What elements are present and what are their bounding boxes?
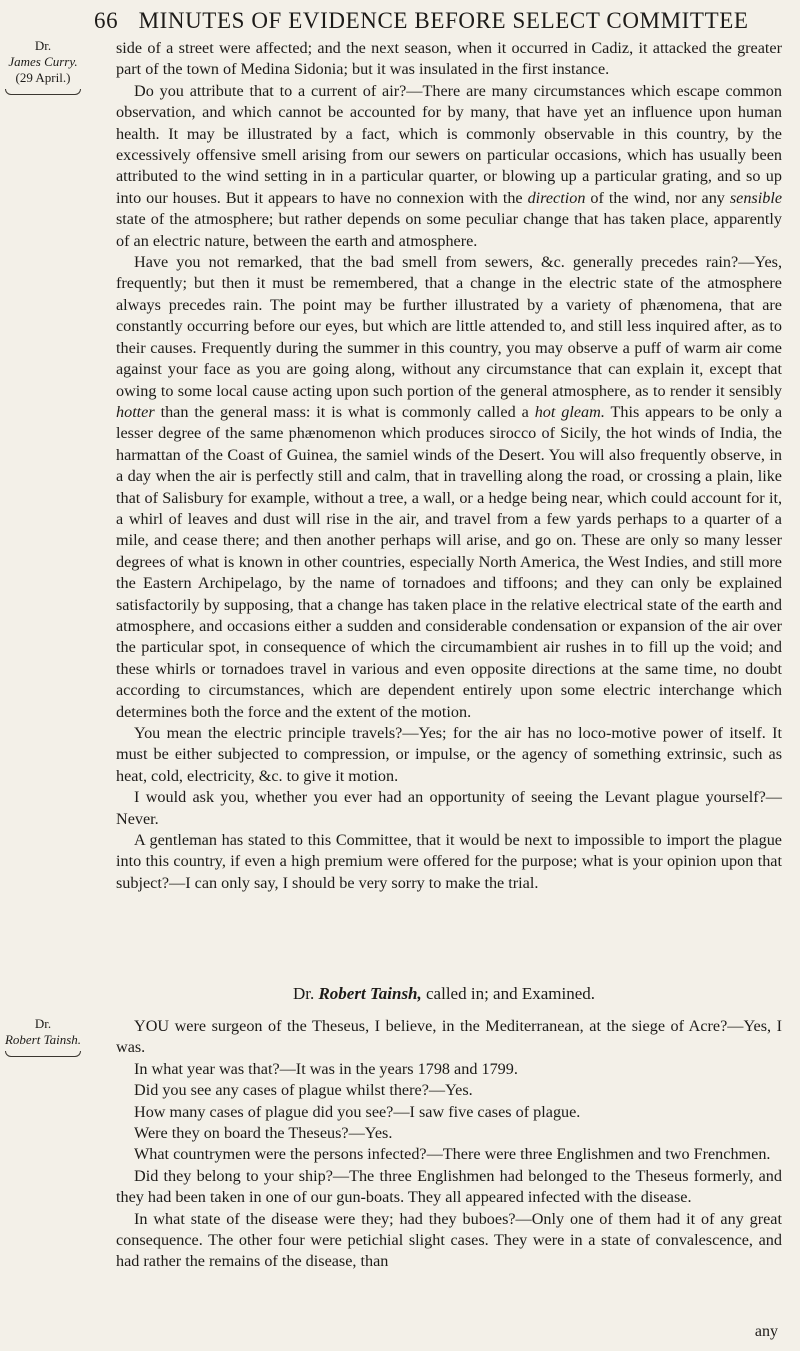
page-number: 66 <box>94 8 119 33</box>
paragraph: YOU were surgeon of the Theseus, I believe, in the Mediterranean, at the siege of Acre?—Yes, I was. <box>116 1017 782 1057</box>
margin-note-witness-name: Robert Tainsh. <box>4 1032 82 1047</box>
margin-note-witness-name: James Curry. <box>8 54 78 69</box>
paragraph: side of a street were affected; and the next season, when it occurred in Cadiz, it attacked the greater part of the town of Medina Sidonia; but it was insulated in the first instance. <box>116 39 782 79</box>
margin-note-title: Dr. <box>34 38 52 53</box>
witness-name: Robert Tainsh, <box>318 984 422 1003</box>
margin-note-title: Dr. <box>34 1016 52 1031</box>
paragraph: In what state of the disease were they; had they buboes?—Only one of them had it of any great consequence. The other four were petichial slight cases. They were in a state of convalescence, and had rather the remains of the disease, than <box>116 1209 782 1271</box>
paragraph: In what year was that?—It was in the years 1798 and 1799. <box>134 1059 518 1078</box>
paragraph: Did they belong to your ship?—The three Englishmen had belonged to the Theseus formerly, and they had been taken in one of our gun-boats. They all appeared infected with the disease. <box>116 1166 782 1207</box>
margin-note-date: (29 April.) <box>15 70 71 85</box>
catchword: any <box>754 1323 778 1340</box>
evidence-text-curry <box>116 38 782 894</box>
margin-brace <box>5 1051 81 1057</box>
paragraph: Have you not remarked, that the bad smell from sewers, &c. generally precedes rain?—Yes, frequently; but then it must be remembered, that a change in the electric state of the atmosphere always precedes rain. The point may be further illustrated by a variety of phænomena, that are constantly occurring before our eyes, but which are little attended to, and still less inquired after, as to their causes. Frequently during the summer in this country, you may observe a puff of warm air come against your face as you are going along, without any circumstance that can explain it, except that owing to some local cause acting upon such portion of the general atmosphere, as to render it sensibly hotter than the general mass: it is what is commonly called a hot gleam. This appears to be only a lesser degree of the same phænomenon which produces sirocco of Sicily, the hot winds of India, the harmattan of the Coast of Guinea, the samiel winds of the Desert. You will also frequently observe, in a day when the air is perfectly still and calm, that in travelling along the road, or crossing a plain, like that of Salisbury for example, without a tree, a wall, or a hedge being near, which could account for it, a whirl of leaves and dust will rise in the air, and travel from a few yards perhaps to a quarter of a mile, and cease there; and then another perhaps will arise, and go on. These are only so many lesser degrees of what is known in other countries, especially North America, the West Indies, and still more the Eastern Archipelago, by the name of tornadoes and tiffoons; and they can only be explained satisfactorily by supposing, that a change has taken place in the relative electrical state of the earth and atmosphere, and occasions either a sudden and considerable condensation or expansion of the air over the particular spot, in consequence of which the circumambient air rushes in to fill up the void; and these whirls or tornadoes travel in various and even opposite directions at the same time, no doubt according to circumstances, which are dependent entirely upon some electric interchange which determines both the force and the extent of the motion. <box>116 253 783 721</box>
margin-note-curry <box>0 38 86 95</box>
paragraph: How many cases of plague did you see?—I saw five cases of plague. <box>134 1102 581 1121</box>
paragraph: Did you see any cases of plague whilst there?—Yes. <box>134 1081 473 1100</box>
margin-brace <box>5 89 81 95</box>
running-title: MINUTES OF EVIDENCE BEFORE SELECT COMMITTEE <box>138 8 749 33</box>
paragraph: Do you attribute that to a current of air?—There are many circumstances which escape common observation, and which cannot be accounted for by many, that have yet an influence upon human health. It may be illustrated by a fact, which is commonly observable in this country, by the excessively offensive smell arising from our sewers on particular occasions, which has usually been attributed to the wind setting in in a particular quarter, or blowing up a particular grating, and so up into our houses. But it appears to have no connexion with the direction of the wind, nor any sensible state of the atmosphere; but rather depends on some peculiar change that has taken place, apparently of an electric nature, between the earth and atmosphere. <box>116 81 783 250</box>
witness-heading: Dr. Robert Tainsh, called in; and Examined. <box>292 984 596 1003</box>
margin-note-tainsh <box>0 1016 86 1057</box>
paragraph: You mean the electric principle travels?—Yes; for the air has no loco-motive power of itself. It must be either subjected to compression, or impulse, or the agency of something extrinsic, such as heat, cold, electricity, &c. to give it motion. <box>116 724 782 785</box>
paragraph: Were they on board the Theseus?—Yes. <box>134 1124 393 1143</box>
paragraph: I would ask you, whether you ever had an opportunity of seeing the Levant plague yourself?—Never. <box>116 788 782 828</box>
evidence-text-tainsh <box>116 1016 782 1273</box>
paragraph: What countrymen were the persons infected?—There were three Englishmen and two Frenchmen. <box>134 1145 771 1164</box>
running-header <box>94 8 794 34</box>
paragraph: A gentleman has stated to this Committee, that it would be next to impossible to import the plague into this country, if even a high premium were offered for the purpose; what is your opinion upon that subject?—I can only say, I should be very sorry to make the trial. <box>116 831 782 892</box>
